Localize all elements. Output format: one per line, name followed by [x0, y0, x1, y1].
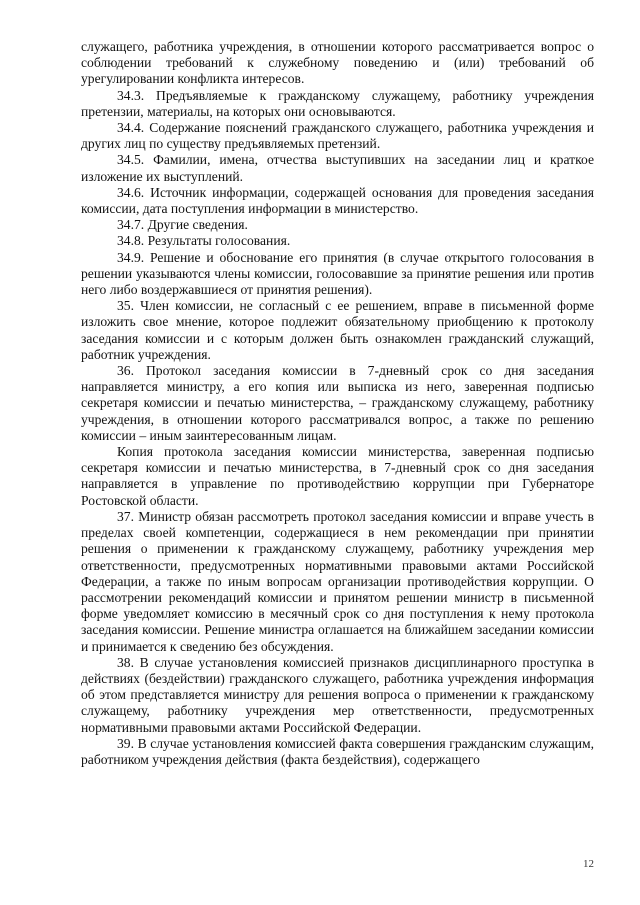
paragraph-34-6: 34.6. Источник информации, содержащей основания для проведения заседания комиссии, дата поступления информации в министерство. [81, 184, 594, 217]
paragraph-37: 37. Министр обязан рассмотреть протокол заседания комиссии и вправе учесть в пределах своей компетенции, содержащиеся в нем рекомендации при принятии решения о применении к гражданскому служащему, работнику учреждения мер ответственности, предусмотренных нормативными правовыми актами Российской Федерации, а также по иным вопросам организации противодействия коррупции. О рассмотрении рекомендаций комиссии и принятом решении министр в письменной форме уведомляет комиссию в месячный срок со дня поступления к нему протокола заседания комиссии. Решение министра оглашается на ближайшем заседании комиссии и принимается к сведению без обсуждения. [81, 508, 594, 654]
paragraph-34-8: 34.8. Результаты голосования. [117, 233, 291, 249]
paragraph-36-copy: Копия протокола заседания комиссии министерства, заверенная подписью секретаря комиссии и печатью министерства, в 7-дневный срок со дня заседания направляется в управление по противодействию коррупции при Губернаторе Ростовской области. [81, 444, 594, 508]
page-number: 12 [583, 858, 594, 870]
document-body [81, 39, 594, 768]
paragraph-39: 39. В случае установления комиссией факта совершения гражданским служащим, работником учреждения действия (факта бездействия), содержащего [81, 735, 594, 767]
paragraph-34-9: 34.9. Решение и обоснование его принятия (в случае открытого голосования в решении указываются члены комиссии, голосовавшие за принятие решения или против него либо воздержавшиеся от принятия решения). [81, 249, 594, 298]
paragraph-36: 36. Протокол заседания комиссии в 7-дневный срок со дня заседания направляется министру, а его копия или выписка из него, заверенная подписью секретаря комиссии и печатью министерства, – гражданскому служащему, работнику учреждения, в отношении которого рассматривался вопрос, а также по решению комиссии – иным заинтересованным лицам. [81, 363, 594, 443]
paragraph-34-4: 34.4. Содержание пояснений гражданского служащего, работника учреждения и других лиц по существу предъявляемых претензий. [81, 120, 594, 152]
paragraph-34-7: 34.7. Другие сведения. [117, 217, 248, 233]
paragraph-34-5: 34.5. Фамилии, имена, отчества выступивших на заседании лиц и краткое изложение их выступлений. [81, 152, 594, 184]
paragraph-38: 38. В случае установления комиссией признаков дисциплинарного проступка в действиях (бездействии) гражданского служащего, работника учреждения информация об этом представляется министру для решения вопроса о применении к гражданскому служащему, работнику учреждения мер ответственности, предусмотренных нормативными правовыми актами Российской Федерации. [81, 654, 594, 735]
paragraph-35: 35. Член комиссии, не согласный с ее решением, вправе в письменной форме изложить свое мнение, которое подлежит обязательному приобщению к протоколу заседания комиссии и с которым должен быть ознакомлен гражданский служащий, работник учреждения. [81, 298, 594, 362]
paragraph-34-3: 34.3. Предъявляемые к гражданскому служащему, работнику учреждения претензии, материалы, на которых они основываются. [81, 87, 594, 119]
paragraph-continuation: служащего, работника учреждения, в отношении которого рассматривается вопрос о соблюдении требований к служебному поведению и (или) требований об урегулировании конфликта интересов. [81, 39, 594, 87]
